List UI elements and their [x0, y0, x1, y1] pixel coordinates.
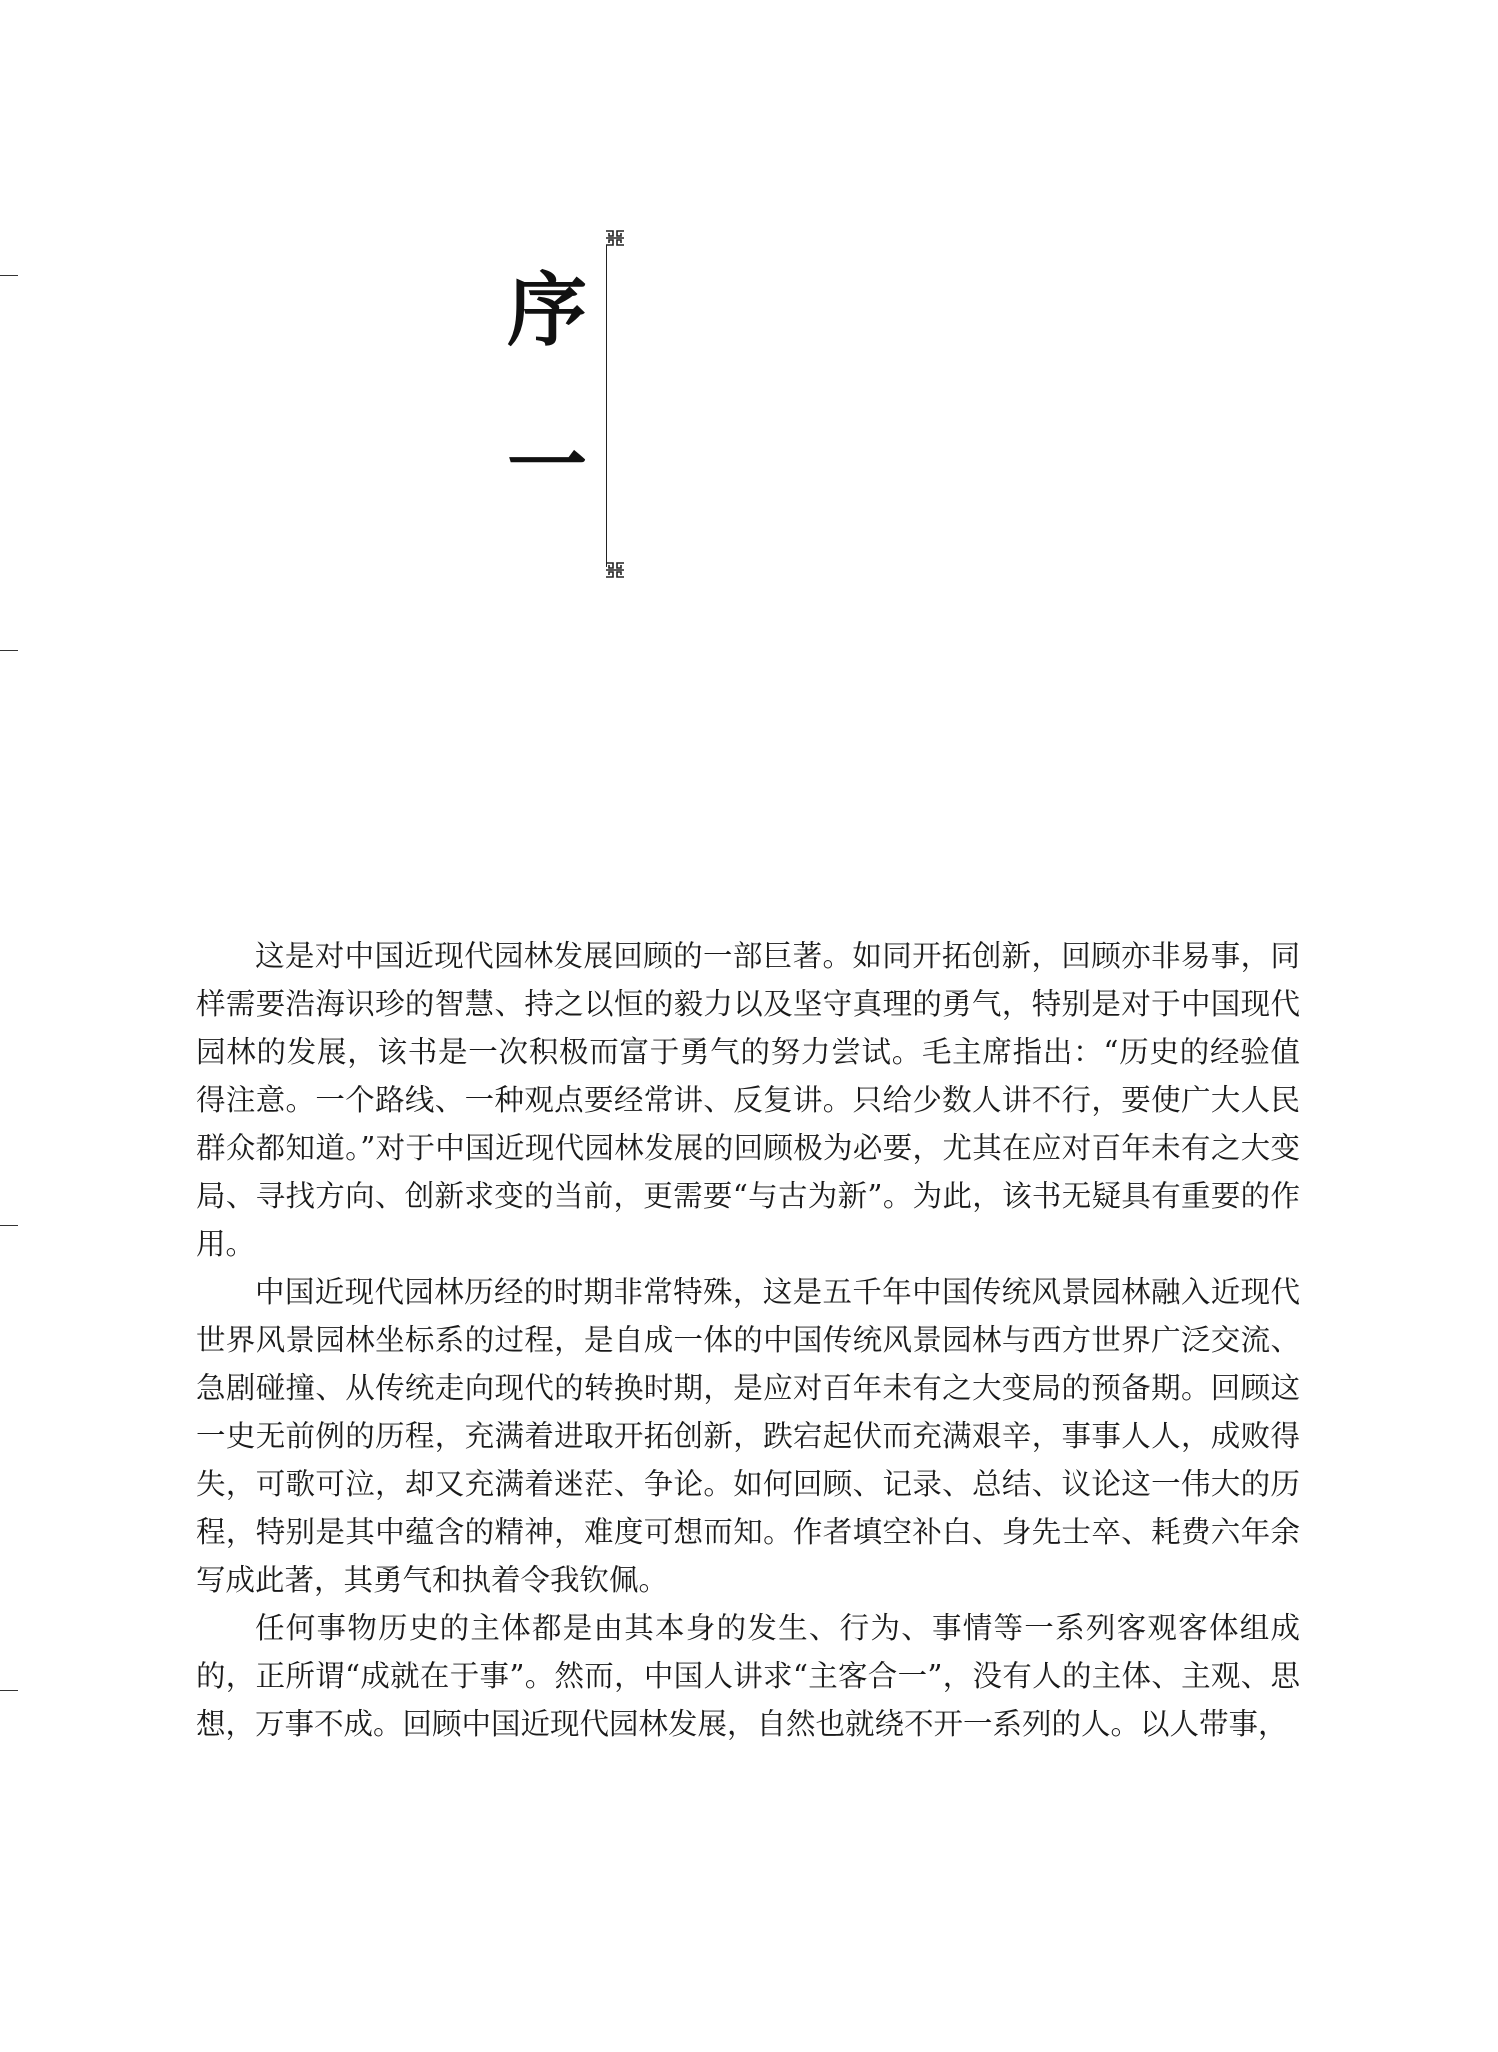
paragraph-3: 任何事物历史的主体都是由其本身的发生、行为、事情等一系列客观客体组成的，正所谓“成就在于事”。然而，中国人讲求“主客合一”，没有人的主体、主观、思想，万事不成。回顾中国近现代园林发展，自然也就绕不开一系列的人。以人带事， — [196, 1611, 1300, 1741]
body-text — [196, 932, 1300, 1748]
fret-ornament-icon — [604, 559, 626, 581]
edge-tick-2 — [0, 650, 18, 651]
chapter-heading — [490, 225, 640, 585]
paragraph-2: 中国近现代园林历经的时期非常特殊，这是五千年中国传统风景园林融入近现代世界风景园林坐标系的过程，是自成一体的中国传统风景园林与西方世界广泛交流、急剧碰撞、从传统走向现代的转换时期，是应对百年未有之大变局的预备期。回顾这一史无前例的历程，充满着进取开拓创新，跌宕起伏而充满艰辛，事事人人，成败得失，可歌可泣，却又充满着迷茫、争论。如何回顾、记录、总结、议论这一伟大的历程，特别是其中蕴含的精神，难度可想而知。作者填空补白、身先士卒、耗费六年余写成此著，其勇气和执着令我钦佩。 — [196, 1275, 1300, 1597]
edge-tick-3 — [0, 1225, 18, 1226]
paragraph-1: 这是对中国近现代园林发展回顾的一部巨著。如同开拓创新，回顾亦非易事，同样需要浩海识珍的智慧、持之以恒的毅力以及坚守真理的勇气，特别是对于中国现代园林的发展，该书是一次积极而富于勇气的努力尝试。毛主席指出：“历史的经验值得注意。一个路线、一种观点要经常讲、反复讲。只给少数人讲不行，要使广大人民群众都知道。”对于中国近现代园林发展的回顾极为必要，尤其在应对百年未有之大变局、寻找方向、创新求变的当前，更需要“与古为新”。为此，该书无疑具有重要的作用。 — [196, 939, 1300, 1261]
edge-tick-1 — [0, 275, 18, 276]
heading-char-1: 序 — [507, 263, 587, 357]
heading-vertical-rule — [606, 245, 607, 567]
fret-ornament-icon — [604, 227, 626, 249]
heading-char-2: 一 — [507, 418, 587, 512]
edge-tick-4 — [0, 1690, 18, 1691]
